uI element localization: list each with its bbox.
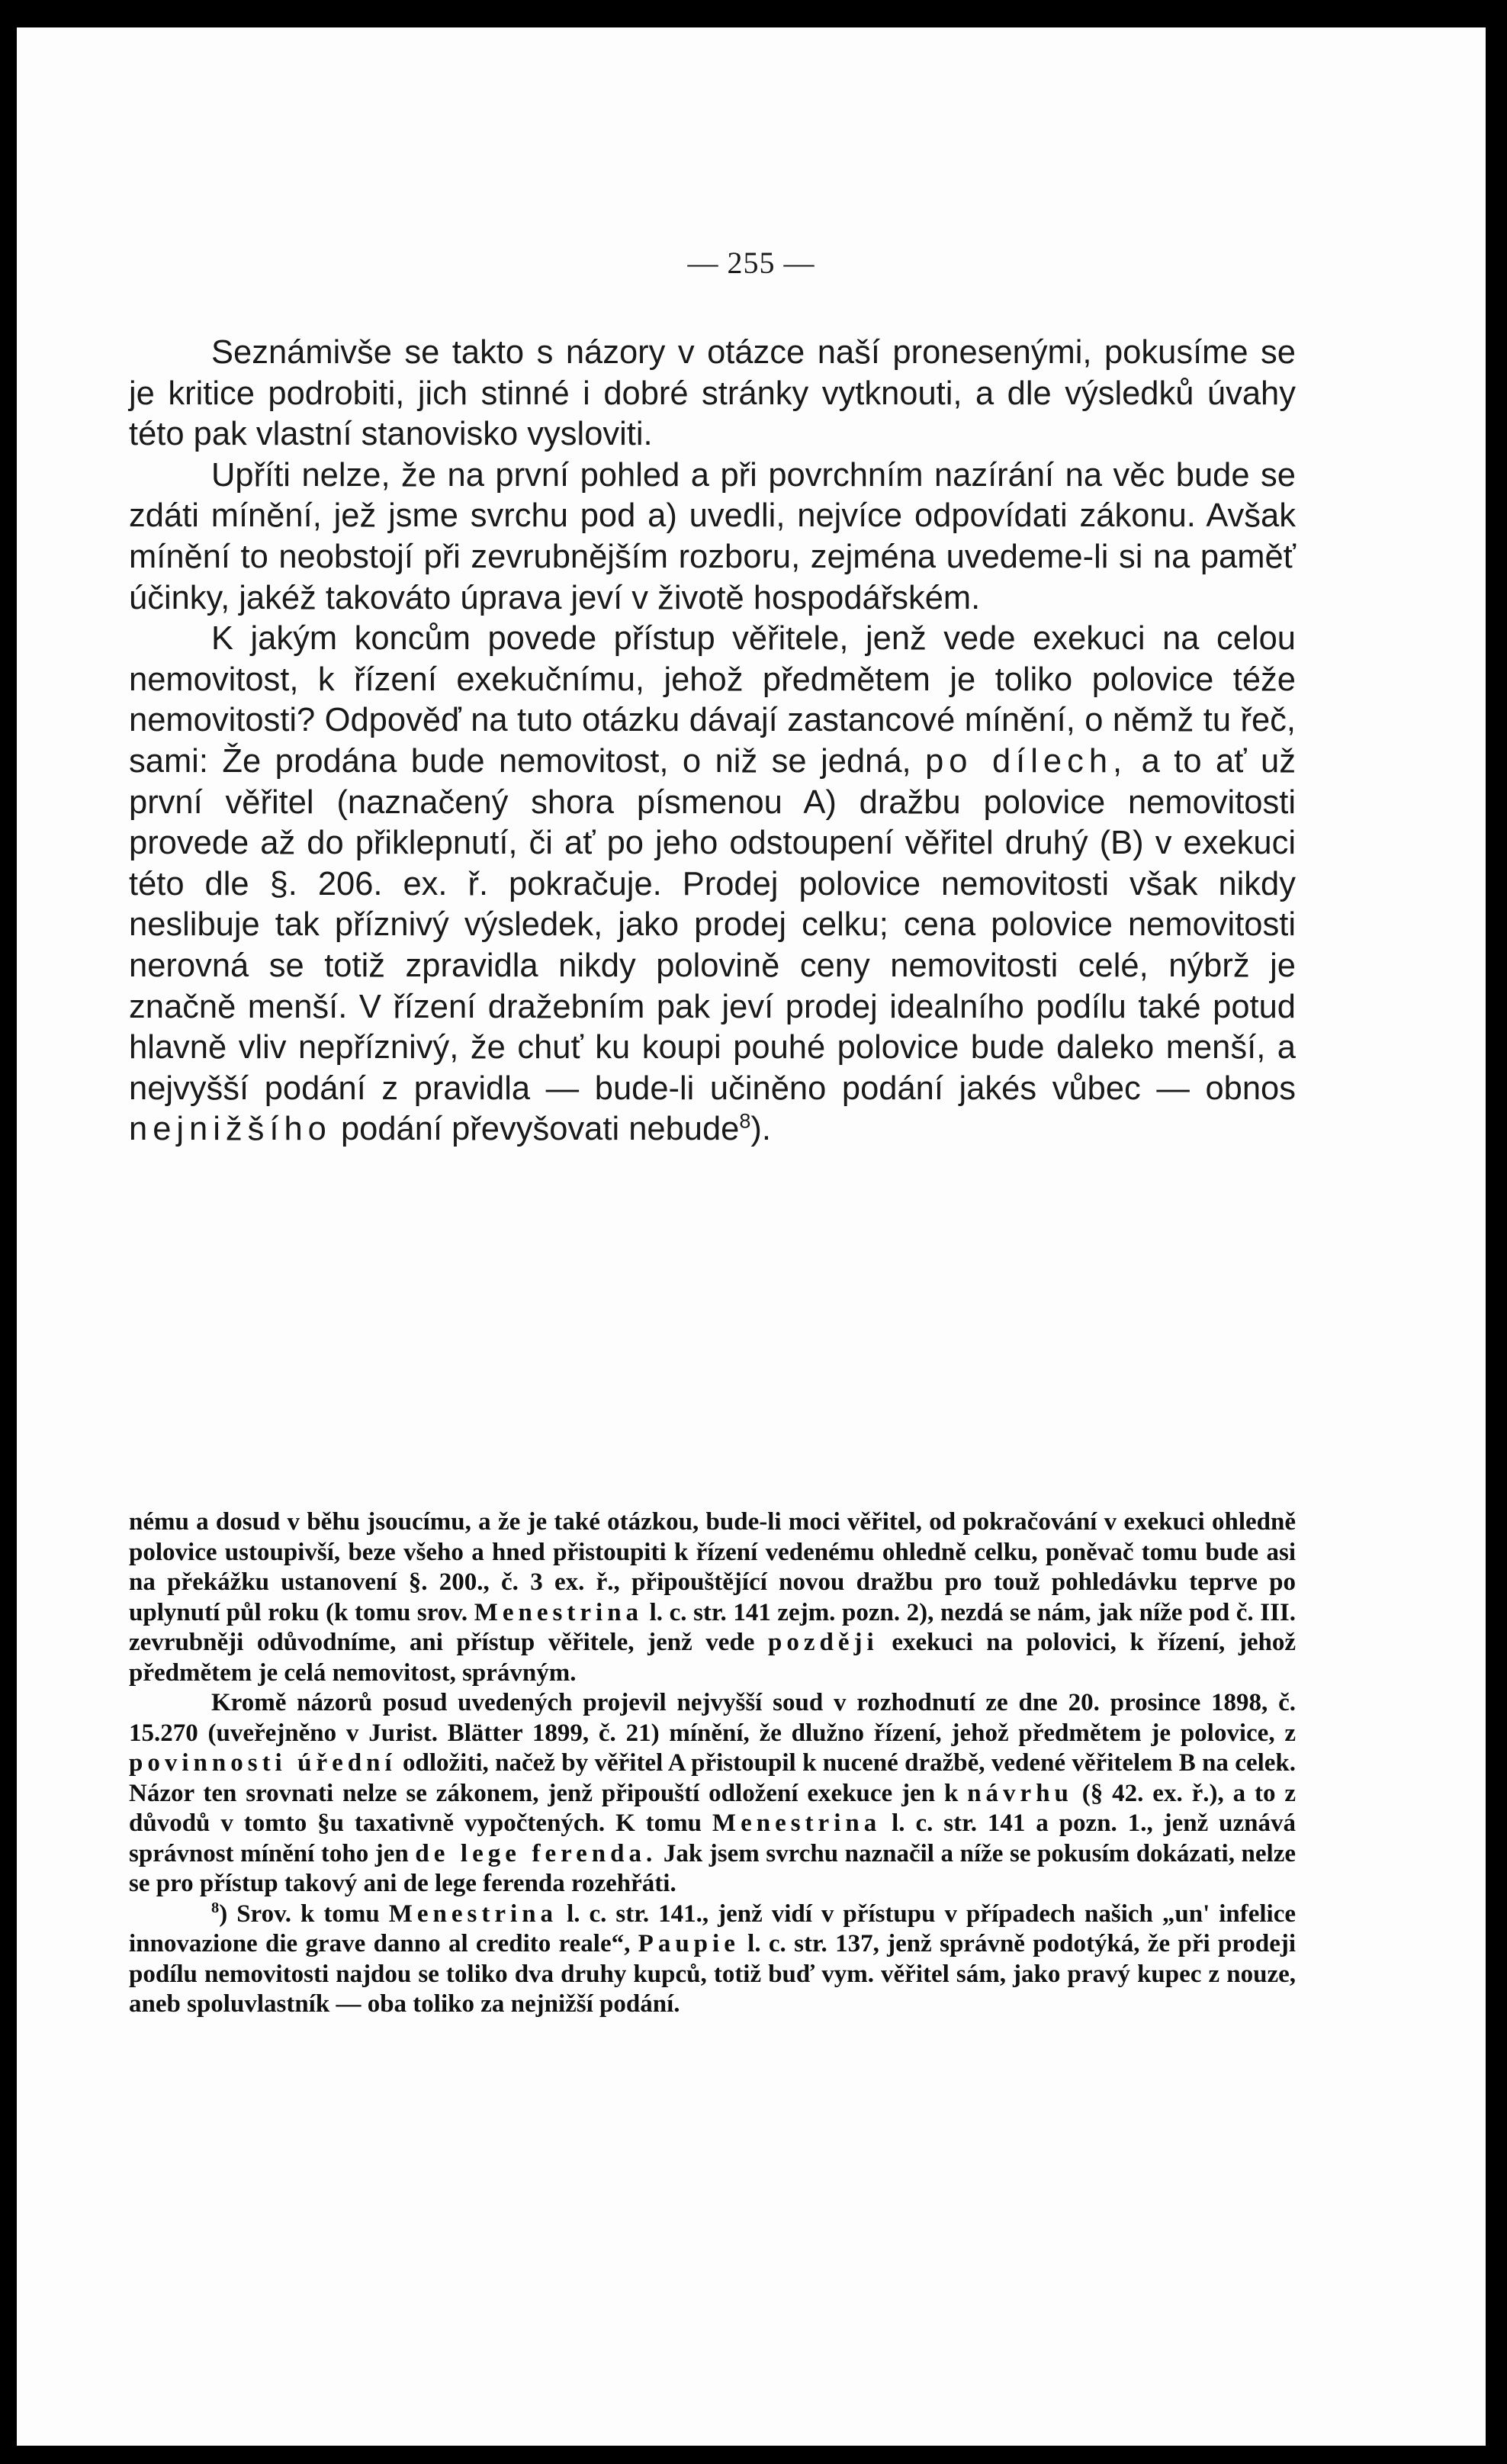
fn-p2-part-c: (§ 42. ex. ř.), a to z důvodů v tomto §u taxativně vypočtených. K tomu	[129, 1779, 1296, 1837]
emphasis-po-dilech: po dílech,	[925, 742, 1128, 780]
footnote-8-mark: 8	[211, 1899, 220, 1916]
author-paupie: Paupie	[638, 1930, 740, 1957]
fn-p2-part-a: Kromě názorů posud uvedených projevil nejvyšší soud v rozhodnutí ze dne 20. prosince 1898, č. 15.270 (uveřejněno v Jurist. Blätter 1899, č. 21) mínění, že dlužno řízení, jehož předmětem je polovice, z	[129, 1689, 1296, 1747]
paragraph-3-part-c: podání převyšovati nebude	[340, 1111, 740, 1148]
fn-p2-part-e: Jak jsem svrchu naznačil a níže se pokusím dokázati, nelze se pro přístup takový ani de lege ferenda rozehřáti.	[129, 1839, 1296, 1897]
footnote-paragraph-2	[129, 1688, 1296, 1899]
paragraph-2: Upříti nelze, že na první pohled a při povrchním nazírání na věc bude se zdáti mínění, jež jsme svrchu pod a) uvedli, nejvíce odpovídati zákonu. Avšak mínění to neobstojí při zevrubnějším rozboru, zejména uvedeme-li si na paměť účinky, jakéž takováto úprava jeví v životě hospodářském.	[129, 456, 1296, 616]
footnote-8	[129, 1899, 1296, 2020]
fn-p2-part-d: l. c. str. 141 a pozn. 1., jenž uznává správnost mínění toho jen	[129, 1809, 1297, 1867]
fn-cont-part-a: nému a dosud v běhu jsoucímu, a že je také otázkou, bude-li moci věřitel, od pokračování v exekuci ohledně polovice ustoupivší, beze všeho a hned přistoupiti k řízení vedenému ohledně celku, poněvač tomu bude asi na překážku ustanovení §. 200., č. 3 ex. ř., připouštějící novou dražbu pro touž pohledávku teprve po uplynutí půl roku (k tomu srov.	[129, 1508, 1296, 1626]
footnote-ref-8: 8	[739, 1109, 751, 1133]
emphasis-navrhu: návrhu	[967, 1779, 1073, 1807]
author-menestrina: Menestrina	[388, 1899, 558, 1928]
footnote-continuation	[129, 1507, 1296, 1688]
paragraph-1: Seznámivše se takto s názory v otázce naší pronesenými, pokusíme se je kritice podrobiti, jich stinné i dobré stránky vytknouti, a dle výsledků úvahy této pak vlastní stanovisko vysloviti.	[129, 334, 1296, 453]
paragraph-3-part-a: K jakým koncům povede přístup věřitele, jenž vede exekuci na celou nemovitost, k řízení exekučnímu, jehož předmětem je toliko polovice téže nemovitosti? Odpověď na tuto otázku dávají zastancové mínění, o němž tu řeč, sami: Že prodána bude nemovitost, o niž se jedná,	[129, 620, 1296, 780]
author-menestrina: Menestrina	[712, 1809, 882, 1837]
fn-p2-part-b: odložiti, načež by věřitel A přistoupil k nucené dražbě, vedené věřitelem B na celek. Názor ten srovnati nelze se zákonem, jenž připouští odložení exekuce jen k	[129, 1749, 1297, 1807]
fn8-part-c: l. c. str. 137, jenž správně podotýká, že při prodeji podílu nemovitosti najdou se toliko dva druhy kupců, totiž buď vym. věřitel sám, jako pravý kupec z nouze, aneb spoluvlastník — oba toliko za nejnižší podání.	[129, 1930, 1297, 2018]
emphasis-nejnizsiho: nejnižšího	[129, 1111, 332, 1148]
paragraph-3-part-b: a to ať už první věřitel (naznačený shora písmenou A) dražbu polovice nemovitosti provede až do přiklepnutí, či ať po jeho odstoupení věřitel druhý (B) v exekuci této dle §. 206. ex. ř. pokračuje. Prodej polovice nemovitosti však nikdy neslibuje tak příznivý výsledek, jako prodej celku; cena polovice nemovitosti nerovná se totiž zpravidla nikdy polovině ceny nemovitosti celé, nýbrž je značně menší. V řízení dražebním pak jeví prodej idealního podílu také potud hlavně vliv nepříznivý, že chuť ku koupi pouhé polovice bude daleko menší, a nejvyšší podání z pravidla — bude-li učiněno podání jakés vůbec — obnos	[129, 742, 1296, 1107]
fn-cont-part-b: l. c. str. 141 zejm. pozn. 2), nezdá se nám, jak níže pod č. III. zevrubněji odůvodníme, ani přístup věřitele, jenž vede	[129, 1598, 1297, 1656]
footnotes	[129, 1507, 1296, 2020]
emphasis-pozdeji: později	[768, 1629, 879, 1656]
author-menestrina: Menestrina	[474, 1598, 644, 1626]
fn8-part-a: ) Srov. k tomu	[219, 1899, 380, 1928]
fn8-part-b: l. c. str. 141., jenž vidí v přístupu v případech našich „un' infelice innovazione die grave danno al credito reale“,	[129, 1899, 1297, 1957]
main-text	[129, 333, 1296, 1150]
paragraph-3-end: ).	[750, 1111, 771, 1148]
book-page	[17, 27, 1486, 2446]
paragraph-3	[129, 619, 1296, 1150]
emphasis-de-lege-ferenda: de lege ferenda.	[415, 1839, 657, 1867]
fn-cont-part-c: exekuci na polovici, k řízení, jehož předmětem je celá nemovitost, správným.	[129, 1629, 1297, 1687]
emphasis-povinnosti-uredni: povinnosti úřední	[129, 1749, 397, 1777]
page-number: — 255 —	[687, 246, 815, 280]
